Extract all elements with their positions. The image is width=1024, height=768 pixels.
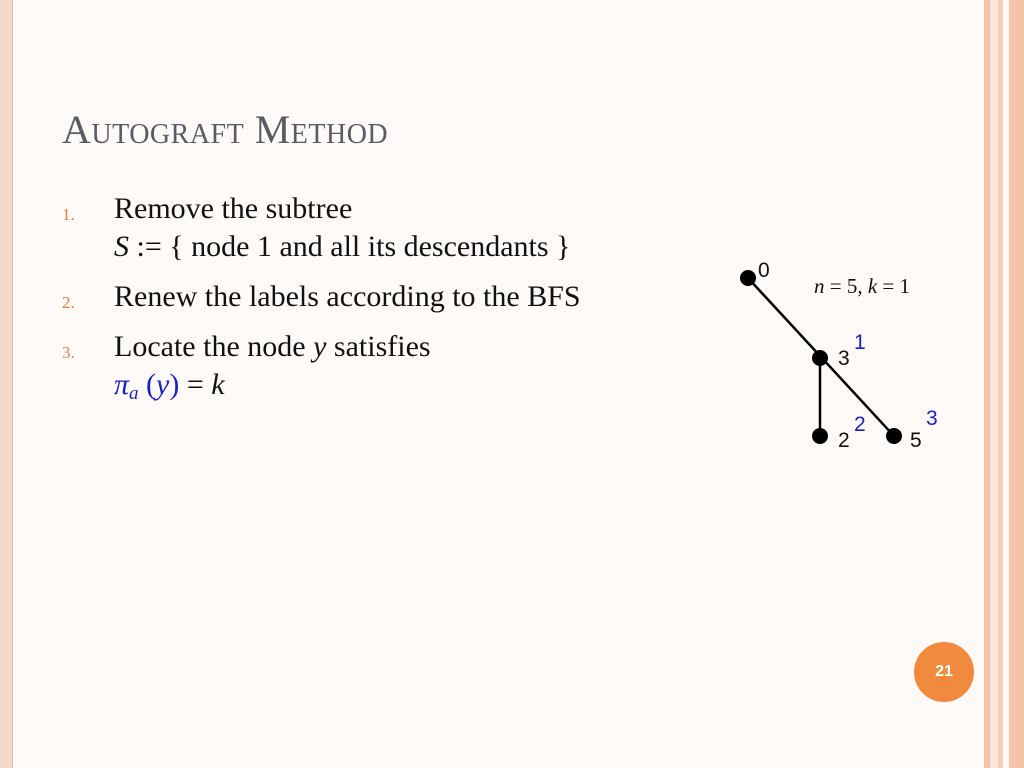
right-border-decoration: [976, 0, 1024, 768]
numbered-list: [62, 190, 742, 413]
node-5-new-label: 3: [926, 407, 938, 430]
formula-y: y: [156, 368, 170, 401]
node-3: [812, 350, 828, 366]
param-n-value: = 5,: [824, 274, 868, 298]
item-3-text-end: satisfies: [326, 330, 431, 363]
item-3-line-1: [114, 328, 742, 366]
node-0-label: 0: [758, 259, 770, 282]
formula-k: k: [211, 368, 225, 401]
item-3-text-start: Locate the node: [114, 330, 314, 363]
tree-diagram: [720, 250, 960, 480]
list-item-2: [62, 278, 742, 316]
page-number-badge: 21: [914, 642, 974, 702]
item-1-line-2: [114, 228, 742, 266]
param-k: k: [867, 274, 878, 298]
node-3-label: 3: [838, 347, 850, 370]
item-1-line-1: Remove the subtree: [114, 192, 353, 225]
left-border-decoration: [0, 0, 13, 768]
list-number-2: 2.: [62, 293, 75, 312]
formula-open-paren: (: [138, 368, 157, 401]
list-number-3: 3.: [62, 343, 75, 362]
param-n: n: [814, 274, 825, 298]
node-5-label: 5: [910, 429, 922, 452]
formula-close-paren: ): [169, 368, 180, 401]
list-item-1: [62, 190, 742, 266]
subtree-definition: := { node 1 and all its descendants }: [129, 230, 571, 263]
formula-pi: π: [114, 368, 130, 401]
formula-equals: =: [179, 368, 212, 401]
param-k-value: = 1: [877, 274, 911, 298]
node-variable-y: y: [313, 330, 327, 363]
diagram-parameters: [814, 274, 910, 299]
formula: [114, 366, 742, 413]
list-item-3: [62, 328, 742, 413]
node-3-new-label: 1: [854, 331, 866, 354]
node-5: [886, 428, 902, 444]
item-2-text: Renew the labels according to the BFS: [114, 280, 581, 313]
subtree-variable: S: [114, 230, 129, 263]
node-2: [812, 428, 828, 444]
formula-pi-subscript: a: [129, 383, 139, 404]
list-number-1: 1.: [62, 205, 75, 224]
node-0: [740, 270, 756, 286]
slide-title: Autograft Method: [62, 107, 389, 152]
node-2-label: 2: [838, 429, 850, 452]
node-2-new-label: 2: [854, 413, 866, 436]
